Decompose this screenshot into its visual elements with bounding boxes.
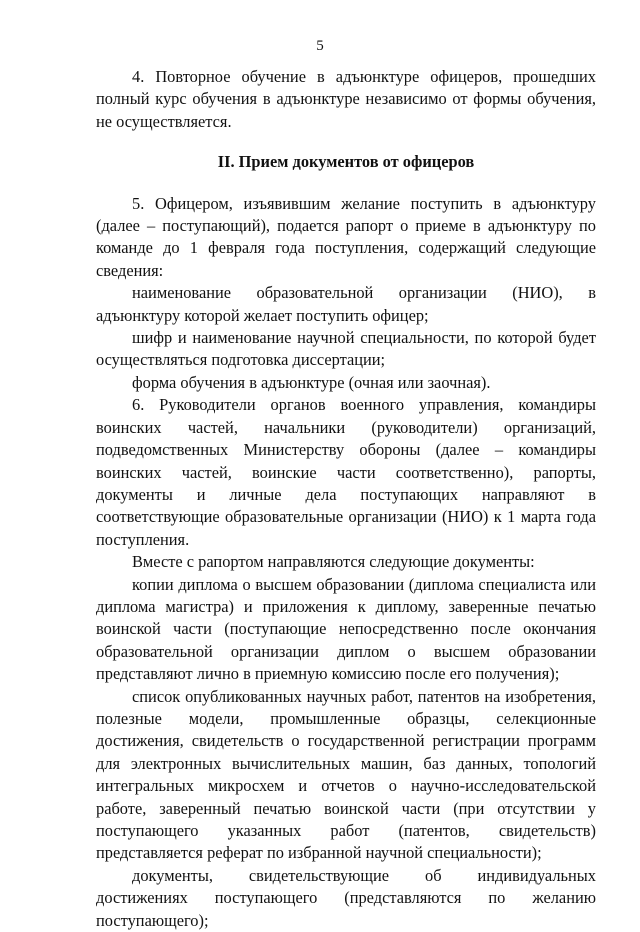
document-body: [96, 66, 596, 932]
paragraph-6: 6. Руководители органов военного управления, командиры воинских частей, начальники (руководители) организаций, подведомственных Министерству обороны (далее – командиры воинских частей, воинские части соответственно), рапорты, документы и личные дела поступающих направляют в соответствующие образовательные организации (НИО) к 1 марта года поступления.: [96, 395, 596, 549]
documents-intro: Вместе с рапортом направляются следующие документы:: [132, 552, 535, 572]
list-item-achievements: документы, свидетельствующие об индивидуальных достижениях поступающего (представляются по желанию поступающего);: [96, 865, 596, 930]
paragraph-4: 4. Повторное обучение в адъюнктуре офицеров, прошедших полный курс обучения в адъюнктуре независимо от формы обучения, не осуществляется.: [96, 67, 596, 131]
list-item-study-form: форма обучения в адъюнктуре (очная или заочная).: [132, 372, 491, 392]
list-item-specialty: шифр и наименование научной специальности, по которой будет осуществляться подготовка диссертации;: [96, 328, 596, 370]
page-number: 5: [316, 38, 324, 54]
paragraph-5: 5. Офицером, изъявившим желание поступить в адъюнктуру (далее – поступающий), подается рапорт о приеме в адъюнктуру по команде до 1 февраля года поступления, содержащий следующие сведения:: [96, 193, 596, 280]
list-item-diploma-copies: копии диплома о высшем образовании (диплома специалиста или диплома магистра) и приложения к диплому, заверенные печатью воинской части (поступающие непосредственно после окончания образовательной организации диплом о высшем образовании представляют лично в приемную комиссию после его получения);: [96, 574, 596, 684]
list-item-organization-name: наименование образовательной организации (НИО), в адъюнктуру которой желает поступить офицер;: [96, 283, 596, 325]
section-heading: II. Прием документов от офицеров: [217, 152, 475, 172]
list-item-publications: список опубликованных научных работ, патентов на изобретения, полезные модели, промышленные образцы, селекционные достижения, свидетельств о государственной регистрации программ для электронных вычислительных машин, баз данных, топологий интегральных микросхем и отчетов о научно-исследовательской работе, заверенный печатью воинской части (при отсутствии у поступающего указанных работ (патентов, свидетельств) представляется реферат по избранной научной специальности);: [96, 686, 596, 863]
